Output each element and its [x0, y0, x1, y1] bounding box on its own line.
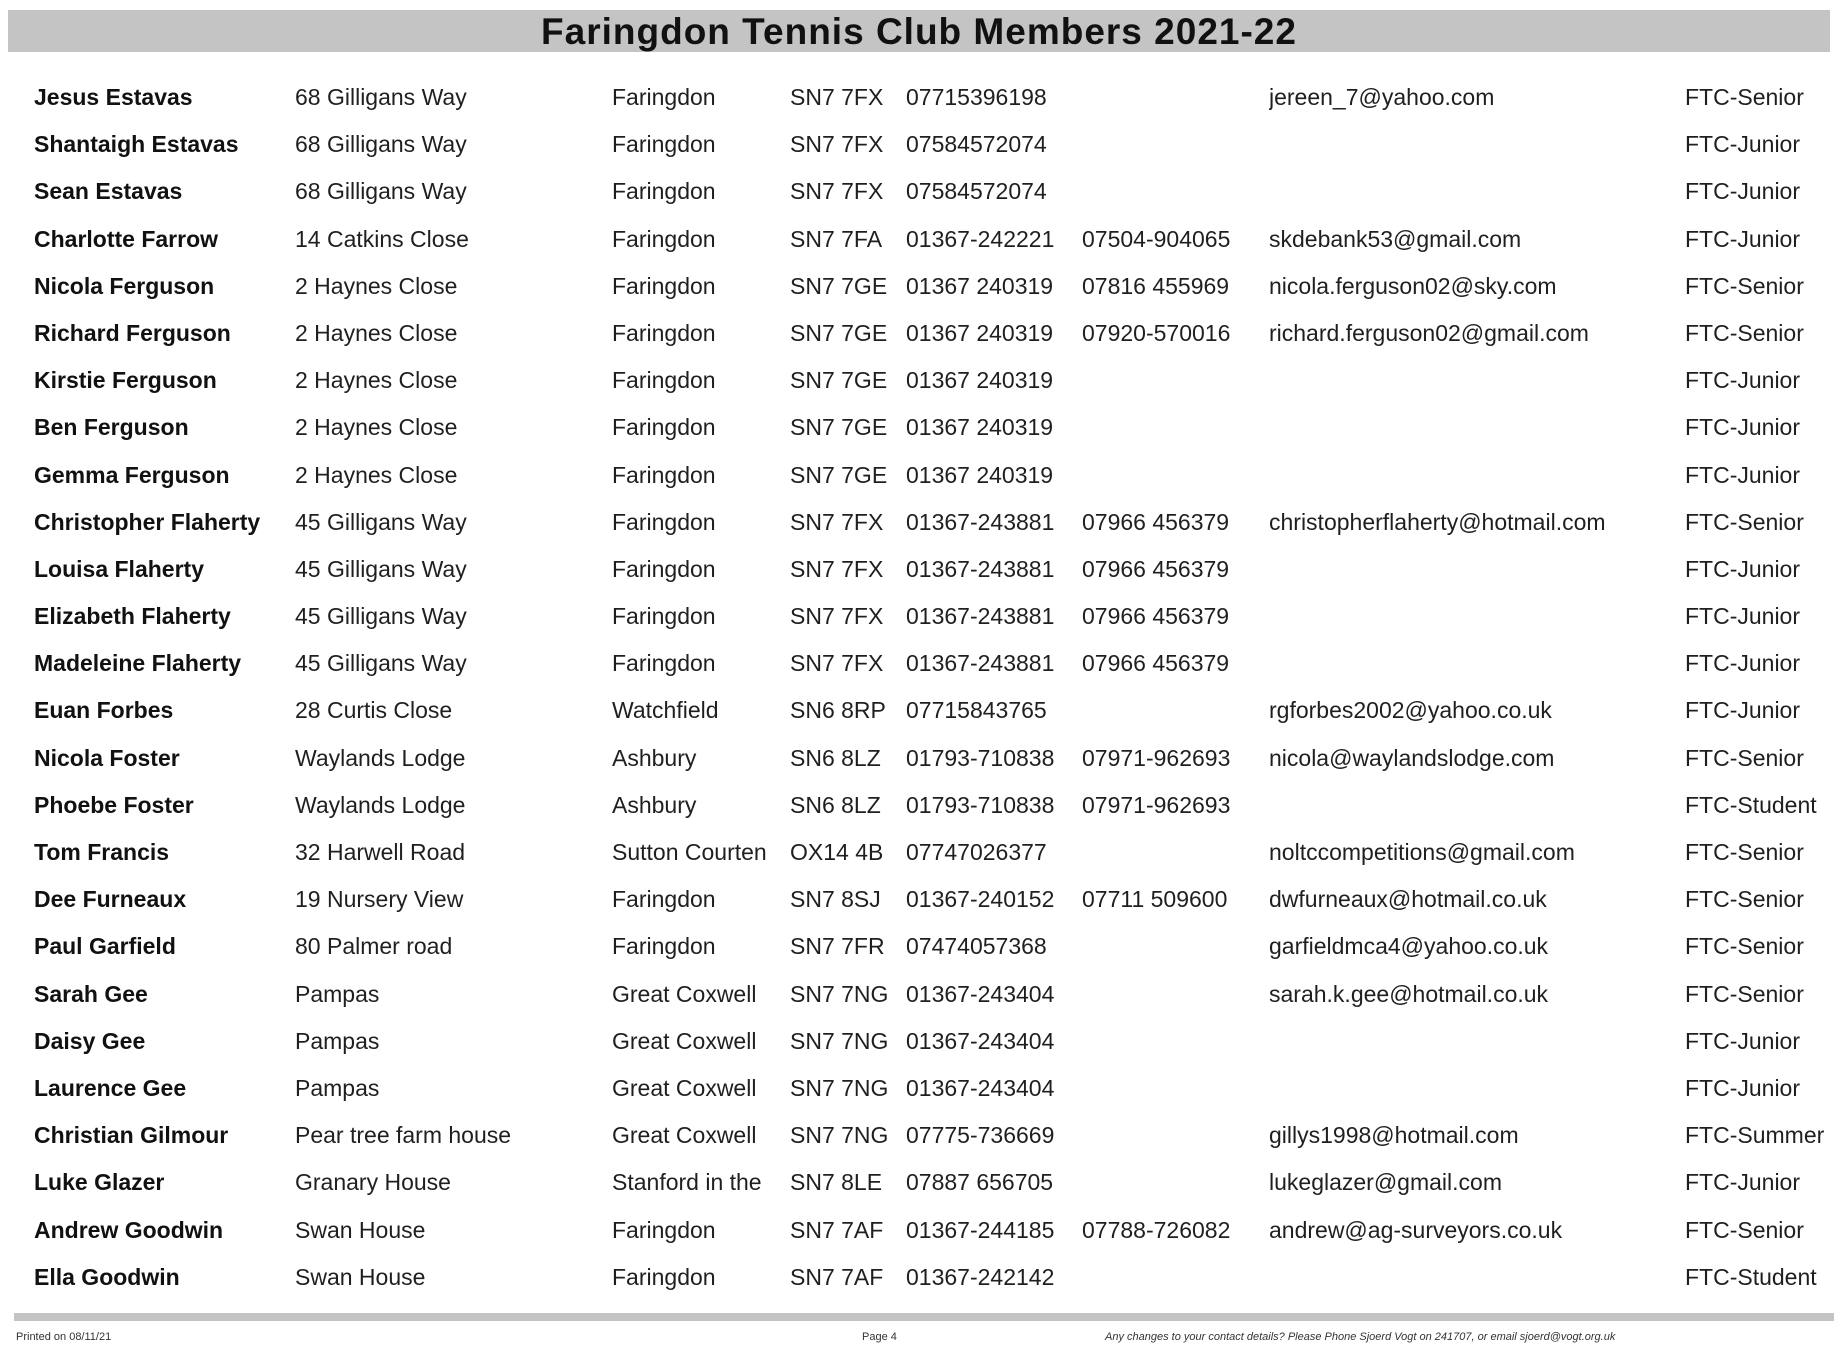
membership-type: FTC-Senior — [1685, 980, 1804, 1007]
member-postcode: SN7 7GE — [790, 461, 888, 488]
member-postcode: SN7 7AF — [790, 1263, 884, 1290]
membership-type: FTC-Senior — [1685, 933, 1804, 960]
member-address: Pampas — [295, 1027, 380, 1054]
table-row — [0, 216, 1845, 263]
member-phone: 01367-242142 — [906, 1263, 1055, 1290]
membership-type: FTC-Senior — [1685, 84, 1804, 110]
member-town: Faringdon — [612, 178, 716, 205]
member-mobile: 07816 455969 — [1082, 272, 1230, 299]
member-name: Elizabeth Flaherty — [34, 603, 231, 630]
membership-type: FTC-Student — [1685, 791, 1817, 818]
membership-type: FTC-Senior — [1685, 839, 1804, 865]
member-town: Faringdon — [612, 508, 716, 535]
member-phone: 01367-243404 — [906, 1074, 1055, 1101]
member-town: Faringdon — [612, 1263, 716, 1290]
member-email: garfieldmca4@yahoo.co.uk — [1269, 933, 1549, 960]
membership-type: FTC-Senior — [1685, 1216, 1804, 1243]
member-name: Dee Furneaux — [34, 886, 187, 913]
member-phone: 01367-243404 — [906, 1027, 1055, 1054]
membership-type: FTC-Junior — [1685, 697, 1801, 724]
member-town: Faringdon — [612, 131, 716, 158]
member-name: Christian Gilmour — [34, 1122, 229, 1149]
member-address: 2 Haynes Close — [295, 367, 458, 394]
member-name: Ella Goodwin — [34, 1263, 180, 1290]
member-town: Faringdon — [612, 603, 716, 630]
membership-type: FTC-Junior — [1685, 131, 1801, 158]
member-phone: 01367-244185 — [906, 1216, 1055, 1243]
member-postcode: SN7 7FA — [790, 225, 883, 252]
member-town: Faringdon — [612, 272, 716, 299]
member-address: 32 Harwell Road — [295, 839, 466, 865]
member-postcode: SN7 8LE — [790, 1169, 883, 1196]
member-name: Nicola Foster — [34, 744, 180, 771]
member-address: Pampas — [295, 1074, 380, 1101]
member-town: Stanford in the — [612, 1169, 762, 1196]
member-email: lukeglazer@gmail.com — [1269, 1169, 1502, 1196]
member-town: Faringdon — [612, 650, 716, 677]
member-postcode: SN7 7GE — [790, 272, 888, 299]
member-name: Nicola Ferguson — [34, 272, 215, 299]
member-address: Pear tree farm house — [295, 1122, 512, 1149]
member-address: Swan House — [295, 1216, 426, 1243]
member-name: Madeleine Flaherty — [34, 650, 242, 677]
member-town: Faringdon — [612, 1216, 716, 1243]
member-phone: 01367-243404 — [906, 980, 1055, 1007]
membership-type: FTC-Student — [1685, 1263, 1817, 1290]
member-mobile: 07971-962693 — [1082, 791, 1231, 818]
membership-type: FTC-Junior — [1685, 555, 1801, 582]
member-phone: 07747026377 — [906, 839, 1047, 865]
member-mobile: 07504-904065 — [1082, 225, 1231, 252]
member-email: richard.ferguson02@gmail.com — [1269, 319, 1589, 346]
table-row — [0, 593, 1845, 640]
member-address: 2 Haynes Close — [295, 461, 458, 488]
member-name: Euan Forbes — [34, 697, 174, 724]
member-postcode: SN7 7NG — [790, 1027, 889, 1054]
member-postcode: SN6 8RP — [790, 697, 886, 724]
membership-type: FTC-Junior — [1685, 367, 1801, 394]
table-row — [0, 357, 1845, 404]
membership-type: FTC-Junior — [1685, 650, 1801, 677]
member-address: 2 Haynes Close — [295, 319, 458, 346]
member-mobile: 07920-570016 — [1082, 319, 1231, 346]
table-row — [0, 1065, 1845, 1112]
member-town: Faringdon — [612, 886, 716, 913]
member-address: Waylands Lodge — [295, 744, 466, 771]
member-table — [0, 74, 1845, 1301]
table-row — [0, 121, 1845, 168]
member-name: Luke Glazer — [34, 1169, 165, 1196]
member-town: Great Coxwell — [612, 980, 757, 1007]
member-mobile: 07966 456379 — [1082, 555, 1230, 582]
member-address: Waylands Lodge — [295, 791, 466, 818]
member-phone: 01367-240152 — [906, 886, 1055, 913]
membership-type: FTC-Junior — [1685, 1027, 1801, 1054]
member-address: 28 Curtis Close — [295, 697, 453, 724]
table-row — [0, 782, 1845, 829]
member-phone: 07474057368 — [906, 933, 1047, 960]
member-email: rgforbes2002@yahoo.co.uk — [1269, 697, 1552, 724]
member-postcode: SN7 7NG — [790, 1074, 889, 1101]
member-address: 19 Nursery View — [295, 886, 464, 913]
member-town: Faringdon — [612, 933, 716, 960]
member-town: Watchfield — [612, 697, 719, 724]
table-row — [0, 310, 1845, 357]
member-postcode: OX14 4B — [790, 839, 884, 865]
member-phone: 07715843765 — [906, 697, 1047, 724]
member-email: sarah.k.gee@hotmail.co.uk — [1269, 980, 1549, 1007]
member-mobile: 07788-726082 — [1082, 1216, 1231, 1243]
member-name: Kirstie Ferguson — [34, 367, 217, 394]
member-address: 68 Gilligans Way — [295, 131, 467, 158]
member-address: 45 Gilligans Way — [295, 508, 467, 535]
member-name: Charlotte Farrow — [34, 225, 219, 252]
table-row — [0, 687, 1845, 734]
membership-type: FTC-Junior — [1685, 461, 1801, 488]
member-phone: 01367-243881 — [906, 508, 1055, 535]
member-town: Faringdon — [612, 84, 716, 110]
member-postcode: SN7 7FX — [790, 650, 884, 677]
page-number: Page 4 — [862, 1331, 897, 1343]
table-row — [0, 640, 1845, 687]
member-address: 68 Gilligans Way — [295, 178, 467, 205]
member-phone: 01793-710838 — [906, 744, 1055, 771]
member-town: Great Coxwell — [612, 1122, 757, 1149]
member-email: gillys1998@hotmail.com — [1269, 1122, 1519, 1149]
member-postcode: SN7 7FX — [790, 131, 884, 158]
member-mobile: 07966 456379 — [1082, 508, 1230, 535]
member-postcode: SN7 7NG — [790, 980, 889, 1007]
member-postcode: SN7 7FR — [790, 933, 885, 960]
member-town: Great Coxwell — [612, 1027, 757, 1054]
member-phone: 07715396198 — [906, 84, 1047, 110]
member-phone: 01367 240319 — [906, 272, 1054, 299]
member-address: 45 Gilligans Way — [295, 555, 467, 582]
member-email: christopherflaherty@hotmail.com — [1269, 508, 1606, 535]
member-phone: 07775-736669 — [906, 1122, 1055, 1149]
member-town: Faringdon — [612, 461, 716, 488]
membership-type: FTC-Senior — [1685, 744, 1804, 771]
member-name: Louisa Flaherty — [34, 555, 204, 582]
member-town: Faringdon — [612, 225, 716, 252]
member-postcode: SN6 8LZ — [790, 744, 881, 771]
contact-changes-note: Any changes to your contact details? Please Phone Sjoerd Vogt on 241707, or email sjoerd@vogt.org.uk — [1105, 1331, 1616, 1343]
member-phone: 01367 240319 — [906, 414, 1054, 441]
member-address: 68 Gilligans Way — [295, 84, 467, 110]
member-email: dwfurneaux@hotmail.co.uk — [1269, 886, 1547, 913]
table-row — [0, 546, 1845, 593]
table-row — [0, 168, 1845, 215]
member-town: Faringdon — [612, 319, 716, 346]
member-town: Sutton Courten — [612, 839, 767, 865]
member-postcode: SN7 8SJ — [790, 886, 881, 913]
member-postcode: SN7 7GE — [790, 414, 888, 441]
membership-type: FTC-Summer — [1685, 1122, 1825, 1149]
member-address: 45 Gilligans Way — [295, 650, 467, 677]
member-postcode: SN7 7FX — [790, 84, 884, 110]
member-mobile: 07966 456379 — [1082, 603, 1230, 630]
member-mobile: 07966 456379 — [1082, 650, 1230, 677]
member-town: Ashbury — [612, 791, 697, 818]
table-row — [0, 1112, 1845, 1159]
member-phone: 07584572074 — [906, 178, 1047, 205]
membership-type: FTC-Senior — [1685, 319, 1804, 346]
member-email: nicola@waylandslodge.com — [1269, 744, 1555, 771]
member-name: Sean Estavas — [34, 178, 183, 205]
table-row — [0, 1207, 1845, 1254]
membership-type: FTC-Junior — [1685, 414, 1801, 441]
member-email: noltccompetitions@gmail.com — [1269, 839, 1575, 865]
member-phone: 01367-243881 — [906, 603, 1055, 630]
membership-type: FTC-Senior — [1685, 508, 1804, 535]
member-address: 2 Haynes Close — [295, 272, 458, 299]
member-postcode: SN7 7FX — [790, 508, 884, 535]
table-row — [0, 971, 1845, 1018]
member-address: Pampas — [295, 980, 380, 1007]
member-phone: 01367 240319 — [906, 461, 1054, 488]
member-phone: 01367 240319 — [906, 319, 1054, 346]
member-email: andrew@ag-surveyors.co.uk — [1269, 1216, 1563, 1243]
member-name: Andrew Goodwin — [34, 1216, 224, 1243]
member-email: skdebank53@gmail.com — [1269, 225, 1522, 252]
member-address: 14 Catkins Close — [295, 225, 469, 252]
member-town: Ashbury — [612, 744, 697, 771]
member-phone: 01367-243881 — [906, 650, 1055, 677]
member-phone: 01367-243881 — [906, 555, 1055, 582]
member-name: Tom Francis — [34, 839, 170, 865]
member-mobile: 07971-962693 — [1082, 744, 1231, 771]
member-name: Sarah Gee — [34, 980, 148, 1007]
member-name: Shantaigh Estavas — [34, 131, 239, 158]
footer-divider — [14, 1313, 1834, 1321]
member-postcode: SN7 7GE — [790, 367, 888, 394]
table-row — [0, 829, 1845, 876]
printed-date: Printed on 08/11/21 — [16, 1331, 112, 1343]
member-name: Daisy Gee — [34, 1027, 146, 1054]
member-name: Jesus Estavas — [34, 84, 193, 110]
member-phone: 07584572074 — [906, 131, 1047, 158]
member-phone: 01367 240319 — [906, 367, 1054, 394]
member-address: Swan House — [295, 1263, 426, 1290]
title-bar — [8, 10, 1830, 52]
table-row — [0, 1159, 1845, 1206]
member-address: 80 Palmer road — [295, 933, 453, 960]
membership-type: FTC-Senior — [1685, 272, 1804, 299]
membership-type: FTC-Junior — [1685, 1074, 1801, 1101]
document-title: Faringdon Tennis Club Members 2021-22 — [541, 10, 1297, 52]
member-postcode: SN7 7FX — [790, 603, 884, 630]
member-name: Richard Ferguson — [34, 319, 231, 346]
member-email: nicola.ferguson02@sky.com — [1269, 272, 1557, 299]
member-postcode: SN7 7NG — [790, 1122, 889, 1149]
member-name: Ben Ferguson — [34, 414, 189, 441]
membership-type: FTC-Junior — [1685, 603, 1801, 630]
member-name: Phoebe Foster — [34, 791, 194, 818]
table-row — [0, 876, 1845, 923]
member-name: Laurence Gee — [34, 1074, 187, 1101]
member-postcode: SN7 7FX — [790, 178, 884, 205]
member-town: Faringdon — [612, 367, 716, 394]
table-row — [0, 452, 1845, 499]
membership-type: FTC-Junior — [1685, 178, 1801, 205]
membership-type: FTC-Junior — [1685, 225, 1801, 252]
member-address: 45 Gilligans Way — [295, 603, 467, 630]
member-postcode: SN7 7FX — [790, 555, 884, 582]
table-row — [0, 74, 1845, 121]
member-address: Granary House — [295, 1169, 451, 1196]
table-row — [0, 1254, 1845, 1301]
member-name: Christopher Flaherty — [34, 508, 261, 535]
member-name: Gemma Ferguson — [34, 461, 230, 488]
member-postcode: SN7 7AF — [790, 1216, 884, 1243]
member-town: Faringdon — [612, 414, 716, 441]
table-row — [0, 735, 1845, 782]
member-email: jereen_7@yahoo.com — [1269, 84, 1495, 110]
member-name: Paul Garfield — [34, 933, 176, 960]
table-row — [0, 923, 1845, 970]
member-postcode: SN7 7GE — [790, 319, 888, 346]
table-row — [0, 263, 1845, 310]
table-row — [0, 499, 1845, 546]
member-town: Faringdon — [612, 555, 716, 582]
member-phone: 01367-242221 — [906, 225, 1055, 252]
member-postcode: SN6 8LZ — [790, 791, 881, 818]
table-row — [0, 1018, 1845, 1065]
member-phone: 01793-710838 — [906, 791, 1055, 818]
member-address: 2 Haynes Close — [295, 414, 458, 441]
member-phone: 07887 656705 — [906, 1169, 1054, 1196]
table-row — [0, 404, 1845, 451]
membership-type: FTC-Senior — [1685, 886, 1804, 913]
member-town: Great Coxwell — [612, 1074, 757, 1101]
member-mobile: 07711 509600 — [1082, 886, 1228, 913]
membership-type: FTC-Junior — [1685, 1169, 1801, 1196]
